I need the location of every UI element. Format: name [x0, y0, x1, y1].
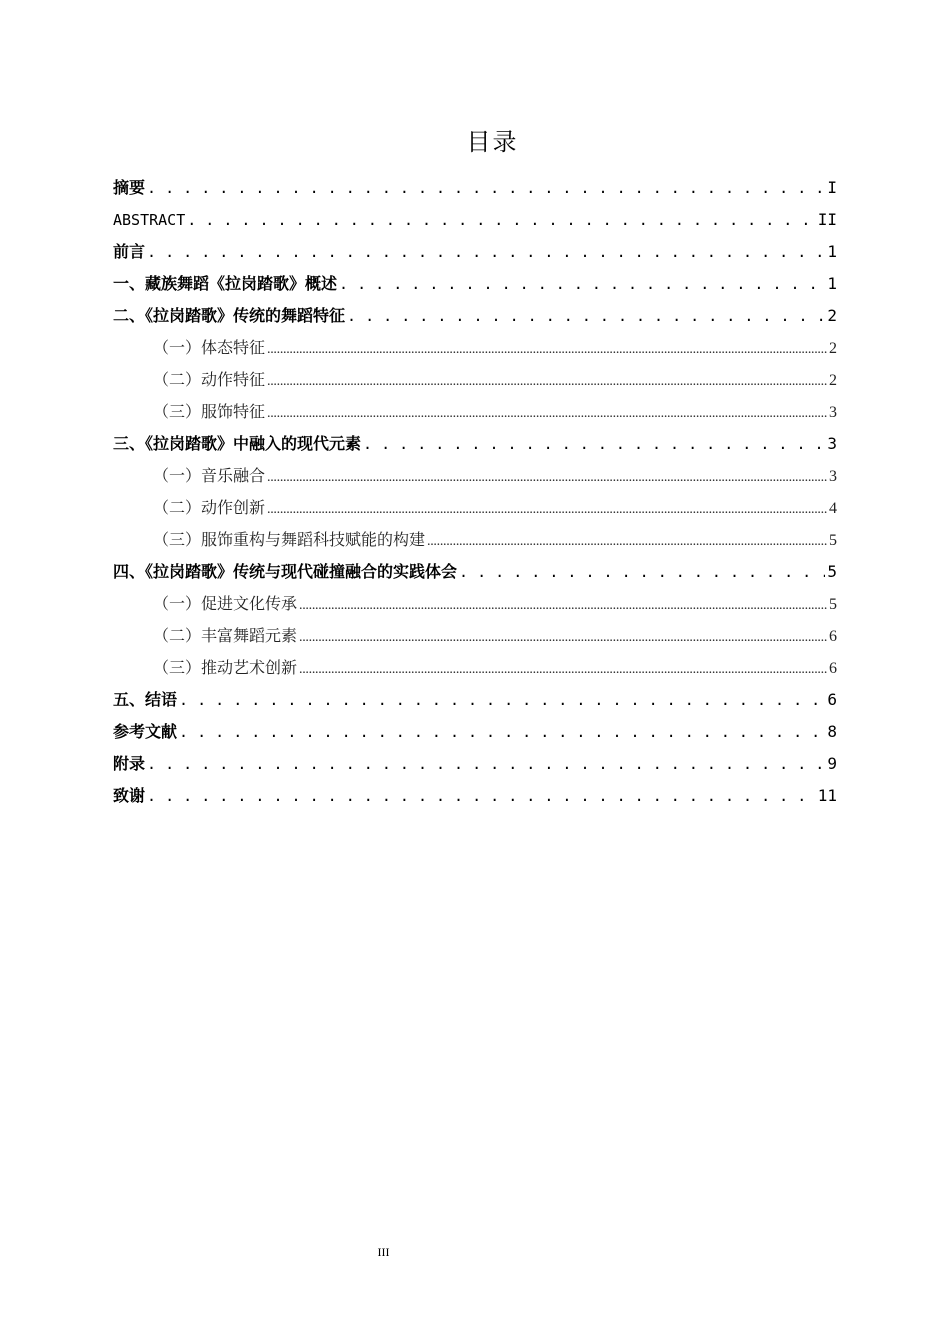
toc-entry-page: 2 — [829, 340, 837, 357]
toc-entry-references[interactable] — [113, 716, 837, 748]
toc-entry-label: （三）推动艺术创新 — [153, 658, 298, 677]
toc-title: 目录 — [466, 128, 519, 156]
toc-entry-page: 1 — [827, 242, 837, 261]
toc-entry-page: 8 — [827, 722, 837, 741]
toc-entry-label: （一）促进文化传承 — [153, 594, 298, 613]
toc-entry-page: 6 — [829, 628, 837, 645]
toc-entry-page: 2 — [829, 372, 837, 389]
toc-entry-page: 3 — [829, 468, 837, 485]
toc-dot-leader — [267, 492, 827, 526]
toc-entry-page: 1 — [827, 274, 837, 293]
toc-dot-leader — [299, 588, 827, 622]
toc-dot-leader — [179, 684, 825, 716]
toc-entry-page: I — [827, 178, 837, 197]
toc-entry-section-4-1[interactable] — [113, 588, 837, 620]
toc-entry-section-3-2[interactable] — [113, 492, 837, 524]
toc-entry-label: （二）丰富舞蹈元素 — [153, 626, 298, 645]
toc-entry-label: （三）服饰重构与舞蹈科技赋能的构建 — [153, 530, 426, 549]
toc-dot-leader — [347, 300, 825, 332]
toc-entry-label: 四、《拉岗踏歌》传统与现代碰撞融合的实践体会 — [113, 562, 458, 581]
toc-dot-leader — [267, 332, 827, 366]
toc-entry-acknowledgements[interactable] — [113, 780, 837, 812]
toc-entry-label: （一）体态特征 — [153, 338, 266, 357]
toc-dot-leader — [187, 204, 815, 236]
table-of-contents — [113, 172, 837, 812]
toc-dot-leader — [267, 396, 827, 430]
toc-entry-page: 6 — [827, 690, 837, 709]
toc-entry-label: 前言 — [113, 242, 146, 261]
toc-entry-page: 3 — [827, 434, 837, 453]
toc-dot-leader — [299, 620, 827, 654]
toc-entry-page: 9 — [827, 754, 837, 773]
toc-entry-label: （一）音乐融合 — [153, 466, 266, 485]
toc-dot-leader — [267, 364, 827, 398]
toc-dot-leader — [339, 268, 825, 300]
toc-entry-label: 摘要 — [113, 178, 146, 197]
toc-entry-label: 致谢 — [113, 786, 146, 805]
toc-entry-abstract-cn[interactable] — [113, 172, 837, 204]
toc-entry-abstract-en[interactable] — [113, 204, 837, 236]
toc-entry-page: 11 — [817, 786, 837, 805]
toc-entry-section-3-3[interactable] — [113, 524, 837, 556]
toc-entry-section-2-1[interactable] — [113, 332, 837, 364]
toc-dot-leader — [363, 428, 825, 460]
toc-entry-section-2-2[interactable] — [113, 364, 837, 396]
toc-entry-label: 一、藏族舞蹈《拉岗踏歌》概述 — [113, 274, 338, 293]
toc-entry-section-4-2[interactable] — [113, 620, 837, 652]
toc-entry-label: 二、《拉岗踏歌》传统的舞蹈特征 — [113, 306, 346, 325]
toc-entry-page: 4 — [829, 500, 837, 517]
toc-entry-page: 5 — [829, 596, 837, 613]
toc-entry-appendix[interactable] — [113, 748, 837, 780]
toc-entry-page: 5 — [829, 532, 837, 549]
toc-dot-leader — [147, 748, 825, 780]
toc-entry-page: 3 — [829, 404, 837, 421]
toc-entry-page: 5 — [827, 562, 837, 581]
toc-entry-chapter-3[interactable] — [113, 428, 837, 460]
toc-dot-leader — [299, 652, 827, 686]
toc-entry-label: 三、《拉岗踏歌》中融入的现代元素 — [113, 434, 362, 453]
toc-entry-label: 参考文献 — [113, 722, 178, 741]
toc-dot-leader — [267, 460, 827, 494]
toc-dot-leader — [459, 556, 825, 588]
toc-dot-leader — [147, 172, 825, 204]
toc-entry-chapter-2[interactable] — [113, 300, 837, 332]
toc-entry-conclusion[interactable] — [113, 684, 837, 716]
toc-entry-label: 附录 — [113, 754, 146, 773]
toc-dot-leader — [179, 716, 825, 748]
toc-entry-label: （三）服饰特征 — [153, 402, 266, 421]
toc-entry-preface[interactable] — [113, 236, 837, 268]
toc-entry-label: ABSTRACT — [113, 211, 186, 229]
toc-entry-page: II — [817, 210, 837, 229]
toc-entry-page: 2 — [827, 306, 837, 325]
toc-entry-label: （二）动作创新 — [153, 498, 266, 517]
toc-entry-section-4-3[interactable] — [113, 652, 837, 684]
toc-dot-leader — [147, 780, 816, 812]
toc-dot-leader — [147, 236, 825, 268]
toc-entry-section-2-3[interactable] — [113, 396, 837, 428]
toc-dot-leader — [427, 524, 827, 558]
toc-entry-section-3-1[interactable] — [113, 460, 837, 492]
toc-entry-chapter-1[interactable] — [113, 268, 837, 300]
toc-entry-chapter-4[interactable] — [113, 556, 837, 588]
toc-entry-label: （二）动作特征 — [153, 370, 266, 389]
toc-entry-page: 6 — [829, 660, 837, 677]
page-number: III — [377, 1245, 390, 1259]
toc-entry-label: 五、结语 — [113, 690, 178, 709]
